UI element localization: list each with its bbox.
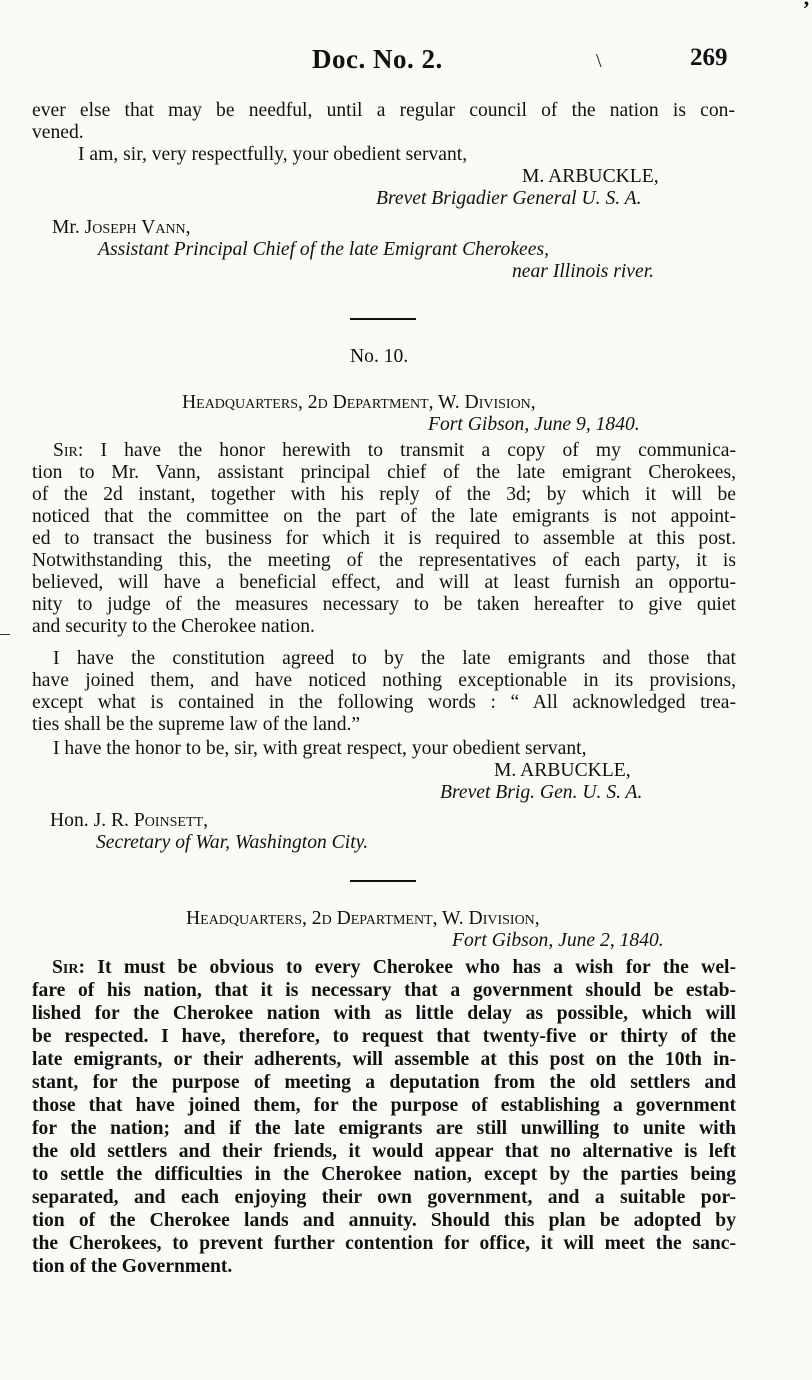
section-rule: [350, 880, 416, 882]
addressee-title: [98, 239, 812, 261]
signer-name: M. ARBUCKLE,: [494, 760, 631, 781]
paragraph-line: tion of the Government.: [32, 1256, 233, 1277]
addressee-title-text: Secretary of War,: [96, 832, 231, 853]
headquarters-line: Headquarters, 2d Department, W. Division,: [182, 392, 536, 413]
text-line: vened.: [32, 122, 84, 143]
text-line: ever else that may be needful, until a regular council of the nation is con-: [32, 100, 735, 121]
paragraph-line: to settle the difficulties in the Cherokee nation, except by the parties being: [32, 1164, 736, 1185]
paragraph-line: fare of his nation, that it is necessary that a government should be estab-: [32, 980, 736, 1001]
closing-line: I have the honor to be, sir, with great respect, your obedient servant,: [53, 738, 587, 759]
paragraph-line: [52, 957, 736, 979]
addressee-title: [96, 832, 812, 854]
paragraph-line: be respected. I have, therefore, to request that twenty-five or thirty of the: [32, 1026, 736, 1047]
paragraph-line: and security to the Cherokee nation.: [32, 616, 315, 637]
paragraph-line: stant, for the purpose of meeting a deputation from the old settlers and: [32, 1072, 736, 1093]
addressee-line: [50, 810, 812, 832]
paragraph-text: It must be obvious to every Cherokee who has a wish for the wel-: [97, 957, 736, 978]
paragraph-line: I have the constitution agreed to by the late emigrants and those that: [53, 648, 736, 669]
addressee-name: J. R. Poinsett,: [93, 810, 208, 831]
addressee-line: [52, 217, 812, 239]
page-number: 269: [690, 44, 728, 71]
paragraph-line: tion of the Cherokee lands and annuity. Should this plan be adopted by: [32, 1210, 736, 1231]
paragraph-line: for the nation; and if the late emigrants are still unwilling to unite with: [32, 1118, 736, 1139]
addressee-prefix: Hon.: [50, 810, 89, 831]
paragraph-line: late emigrants, or their adherents, will assemble at this post on the 10th in-: [32, 1049, 736, 1070]
page-header: [0, 44, 812, 80]
paragraph-line: of the 2d instant, together with his reply of the 3d; by which it will be: [32, 484, 736, 505]
paragraph-text: I have the honor herewith to transmit a copy of my communica-: [100, 440, 736, 461]
section-rule: [350, 318, 416, 320]
paragraph-line: those that have joined them, for the purpose of establishing a government: [32, 1095, 736, 1116]
paragraph-line: separated, and each enjoying their own government, and a suitable por-: [32, 1187, 736, 1208]
salutation: Sir:: [52, 957, 85, 978]
signer-rank-text: Brevet Brig. Gen. U. S. A.: [440, 782, 643, 803]
paragraph-line: the old settlers and their friends, it would appear that no alternative is left: [32, 1141, 736, 1162]
place-date-text: Fort Gibson, June 9, 1840.: [428, 414, 640, 435]
paragraph-line: [53, 440, 736, 462]
addressee-name: Joseph Vann,: [84, 217, 191, 238]
signer-rank-text: Brevet Brigadier General U. S. A.: [376, 188, 642, 209]
paragraph-line: nity to judge of the measures necessary to be taken hereafter to give quiet: [32, 594, 736, 615]
paragraph-line: believed, will have a beneficial effect, and will at least furnish an opportu-: [32, 572, 736, 593]
signer-rank: [376, 188, 812, 210]
paragraph-line: Notwithstanding this, the meeting of the representatives of each party, it is: [32, 550, 736, 571]
section-heading: No. 10.: [350, 346, 409, 367]
document-title: Doc. No. 2.: [312, 44, 443, 74]
paragraph-line: have joined them, and have noticed nothing exceptionable in its provisions,: [32, 670, 736, 691]
addressee-location: [512, 261, 812, 283]
addressee-title-text: Assistant Principal Chief of the late Emigrant Cherokees,: [98, 239, 549, 260]
signer-name: M. ARBUCKLE,: [522, 166, 659, 187]
paragraph-line: noticed that the committee on the part of the late emigrants is not appoint-: [32, 506, 736, 527]
header-mark: \: [596, 50, 602, 72]
paragraph-line: except what is contained in the following words : “ All acknowledged trea-: [32, 692, 736, 713]
addressee-location-text: near Illinois river.: [512, 261, 655, 282]
paragraph-line: lished for the Cherokee nation with as little delay as possible, which will: [32, 1003, 736, 1024]
salutation: Sir:: [53, 440, 84, 461]
addressee-prefix: Mr.: [52, 217, 80, 238]
place-date: [428, 414, 812, 436]
paragraph-line: tion to Mr. Vann, assistant principal chief of the late emigrant Cherokees,: [32, 462, 736, 483]
place-date-text: Fort Gibson, June 2, 1840.: [452, 930, 664, 951]
paragraph-line: ties shall be the supreme law of the land.”: [32, 714, 361, 735]
headquarters-line: Headquarters, 2d Department, W. Division,: [186, 908, 540, 929]
corner-mark: ’: [802, 0, 810, 21]
margin-mark: [0, 634, 10, 635]
signer-rank: [440, 782, 812, 804]
paragraph-line: the Cherokees, to prevent further contention for office, it will meet the sanc-: [32, 1233, 736, 1254]
addressee-location-text: Washington City.: [234, 832, 369, 853]
paragraph-line: ed to transact the business for which it is required to assemble at this post.: [32, 528, 736, 549]
closing-line: I am, sir, very respectfully, your obedient servant,: [78, 144, 468, 165]
place-date: [452, 930, 812, 952]
